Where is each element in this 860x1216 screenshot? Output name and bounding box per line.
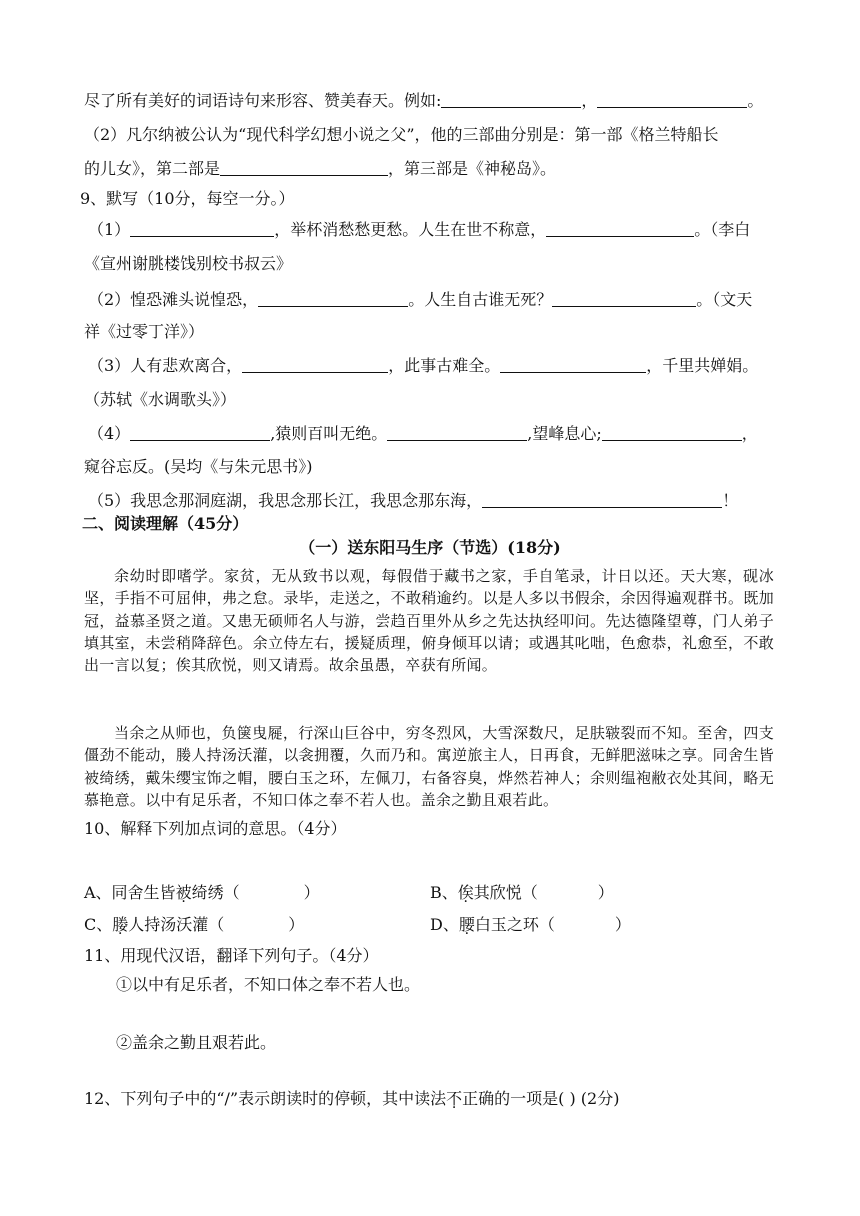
blank[interactable] (220, 159, 388, 176)
period: 。 (747, 91, 764, 110)
q10-option-d (430, 915, 631, 935)
q9-item2-source: 祥《过零丁洋》） (84, 322, 205, 341)
option-label: A、同舍生皆 (84, 883, 176, 902)
q11-sentence-2: ②盖余之勤且艰若此。 (116, 1033, 277, 1052)
q9-item5-text: （5）我思念那洞庭湖，我思念那长江，我思念那东海， (88, 491, 483, 510)
q9-item1-text: ，举杯消愁愁更愁。人生在世不称意， (274, 220, 547, 239)
passage-title: （一）送东阳马生序（节选）(18分) (299, 538, 561, 557)
dotted-word: 腰 (458, 915, 475, 934)
option-text: 绮绣（ (191, 883, 240, 902)
q9-title: 9、默写（10分，每空一分。） (80, 189, 295, 208)
blank[interactable] (258, 290, 408, 307)
blank[interactable] (597, 91, 747, 108)
q9-item4-text-b: ,猿则百叫无绝。 (270, 424, 388, 443)
q9-item3-text-a: （3）人有悲欢离合， (88, 356, 243, 375)
blank[interactable] (130, 220, 274, 237)
q9-item1 (88, 220, 750, 240)
q9-item2-end: 。（文天 (696, 290, 753, 309)
q8-line1-text: 尽了所有美好的词语诗句来形容、赞美春天。例如: (84, 91, 442, 110)
q12-title (84, 1089, 619, 1109)
q10-option-b (430, 883, 614, 903)
q9-item2 (88, 290, 752, 310)
q9-item3-source: （苏轼《水调歌头》） (84, 390, 237, 409)
close-paren: ） (288, 915, 305, 934)
blank[interactable] (602, 424, 742, 441)
blank[interactable] (242, 356, 388, 373)
option-text: 人持汤沃灌（ (128, 915, 225, 934)
q12-text-b: 正确的一项是( ) (2分) (462, 1089, 620, 1108)
q11-title: 11、用现代汉语，翻译下列句子。（4分） (84, 946, 379, 965)
item-number: （4） (88, 424, 131, 443)
q8-item2-line2 (84, 159, 556, 179)
q9-item2-text-b: 。人生自古谁无死？ (408, 290, 553, 309)
exclamation: ！ (722, 491, 739, 510)
blank[interactable] (441, 91, 581, 108)
q8-item2-line1: （2）凡尔纳被公认为“现代科学幻想小说之父”，他的三部曲分别是：第一部《格兰特船长 (84, 125, 719, 144)
option-label: C、 (84, 915, 113, 934)
q8-item2-text-b: 的儿女》，第二部是 (84, 159, 221, 178)
option-text: 白玉之环（ (474, 915, 555, 934)
q9-item1-source: 《宣州谢朓楼饯别校书叔云》 (84, 254, 293, 273)
section-heading: 二、阅读理解（45分） (82, 514, 249, 533)
dotted-word: 俟 (457, 883, 474, 902)
q9-item4-end: ， (741, 424, 758, 443)
q8-line1 (84, 91, 763, 111)
q9-item1-end: 。（李白 (694, 220, 751, 239)
option-label: B、 (430, 883, 458, 902)
q9-item3 (88, 356, 758, 376)
blank[interactable] (552, 290, 696, 307)
q10-title: 10、解释下列加点词的意思。（4分） (84, 819, 347, 838)
dotted-word: 不 (446, 1089, 463, 1108)
blank[interactable] (130, 424, 270, 441)
q10-option-a (84, 883, 320, 903)
q9-item2-text-a: （2）惶恐滩头说惶恐， (88, 290, 259, 309)
separator: ， (581, 91, 598, 110)
option-label: D、 (430, 915, 459, 934)
q8-item2-text-c: ，第三部是《神秘岛》。 (388, 159, 557, 178)
blank[interactable] (546, 220, 694, 237)
blank[interactable] (500, 356, 646, 373)
q12-text-a: 12、下列句子中的“/”表示朗读时的停顿，其中读法 (84, 1089, 447, 1108)
passage-paragraph-2: 当余之从师也，负箧曳屣，行深山巨谷中，穷冬烈风，大雪深数尺，足肤皲裂而不知。至舍，四支僵劲不能动，媵人持汤沃灌，以衾拥覆，久而乃和。寓逆旅主人，日再食，无鲜肥滋味之享。同舍生皆被绮绣，戴朱缨宝饰之帽，腰白玉之环，左佩刀，右备容臭，烨然若神人；余则缊袍敝衣处其间，略无慕艳意。以中有足乐者，不知口体之奉不若人也。盖余之勤且艰若此。 (84, 724, 774, 809)
q9-item3-text-b: ，此事古难全。 (388, 356, 501, 375)
dotted-word: 被 (175, 883, 192, 902)
option-text: 其欣悦（ (473, 883, 538, 902)
q11-sentence-1: ①以中有足乐者，不知口体之奉不若人也。 (116, 975, 421, 994)
blank[interactable] (387, 424, 527, 441)
q9-item4 (88, 424, 758, 444)
dotted-word: 媵 (112, 915, 129, 934)
close-paren: ） (303, 883, 320, 902)
item-number: （1） (88, 220, 131, 239)
q10-option-c (84, 915, 304, 935)
blank[interactable] (482, 491, 722, 508)
q9-item4-source: 窥谷忘反。(吴均《与朱元思书》) (84, 457, 313, 476)
close-paren: ） (597, 883, 614, 902)
close-paren: ） (614, 915, 631, 934)
passage-paragraph-1: 余幼时即嗜学。家贫，无从致书以观，每假借于藏书之家，手自笔录，计日以还。天大寒，砚冰坚，手指不可屈伸，弗之怠。录毕，走送之，不敢稍逾约。以是人多以书假余，余因得遍观群书。既加冠，益慕圣贤之道。又患无硕师名人与游，尝趋百里外从乡之先达执经叩问。先达德隆望尊，门人弟子填其室，未尝稍降辞色。余立侍左右，援疑质理，俯身倾耳以请；或遇其叱咄，色愈恭，礼愈至，不敢出一言以复；俟其欣悦，则又请焉。故余虽愚，卒获有所闻。 (84, 567, 774, 675)
q9-item5 (88, 491, 738, 511)
q9-item3-text-c: ，千里共婵娟。 (646, 356, 759, 375)
q9-item4-text-c: ,望峰息心; (527, 424, 602, 443)
